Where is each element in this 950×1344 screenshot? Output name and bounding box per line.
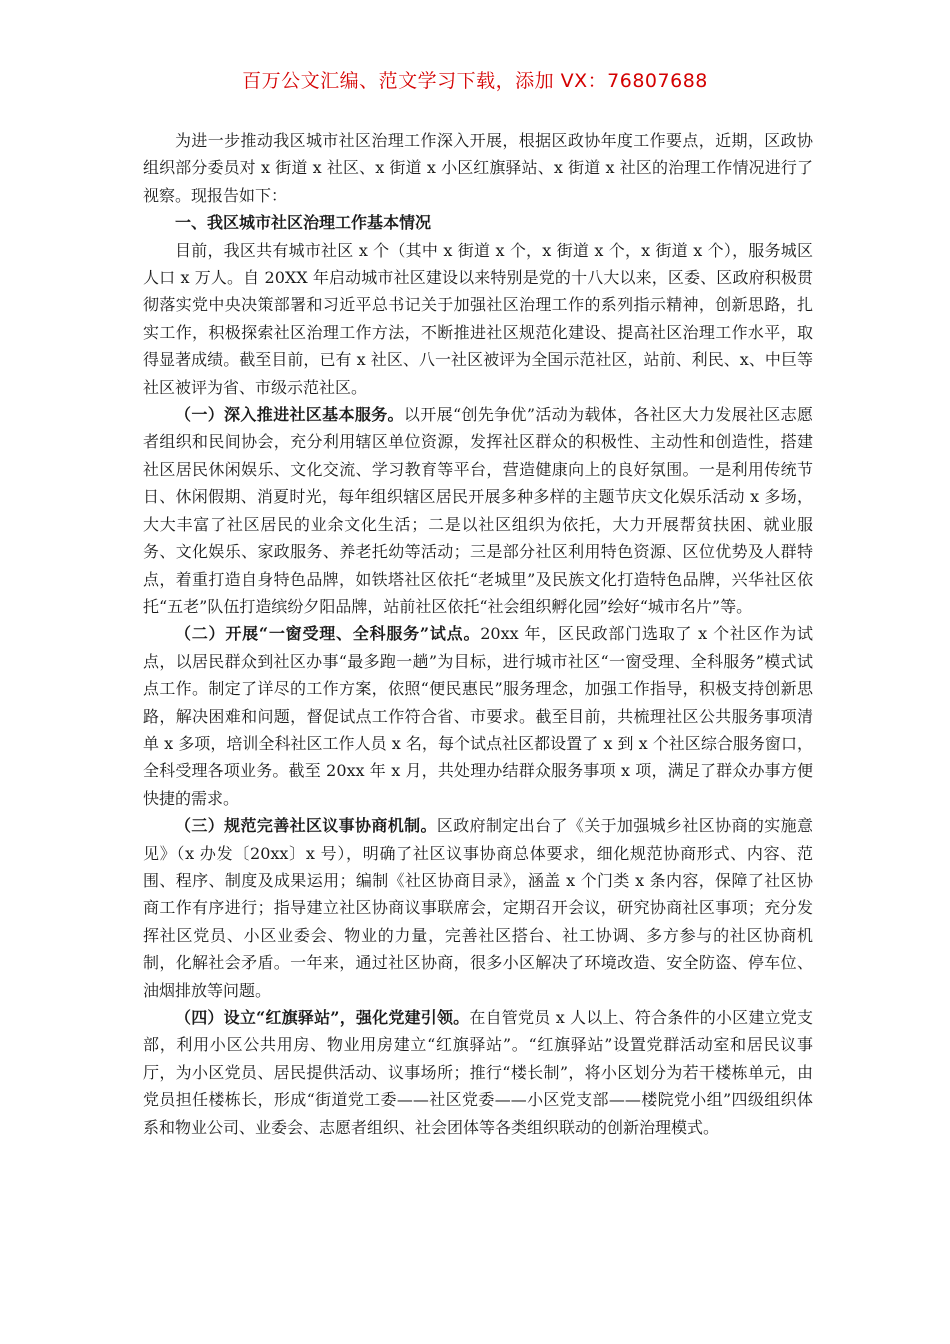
intro-paragraph: 为进一步推动我区城市社区治理工作深入开展，根据区政协年度工作要点，近期，区政协组织部分委员对 x 街道 x 社区、x 街道 x 小区红旗驿站、x 街道 x 社区的治理工作情况进行了视察。现报告如下： <box>143 131 813 205</box>
item-3-title: （三）规范完善社区议事协商机制。 <box>175 816 437 836</box>
item-4-body: 在自管党员 x 人以上、符合条件的小区建立党支部，利用小区公共用房、物业用房建立“红旗驿站”。“红旗驿站”设置党群活动室和居民议事厅，为小区党员、居民提供活动、议事场所；推行“楼长制”，将小区划分为若干楼栋单元，由党员担任楼栋长，形成“街道党工委——社区党委——小区党支部——楼院党小组”四级组织体系和物业公司、业委会、志愿者组织、社会团体等各类组织联动的创新治理模式。 <box>143 1008 813 1137</box>
document-body <box>143 127 813 1141</box>
item-2-title: （二）开展“一窗受理、全科服务”试点。 <box>175 624 481 644</box>
item-4-title: （四）设立“红旗驿站”，强化党建引领。 <box>175 1008 470 1027</box>
item-1-paragraph <box>143 401 813 620</box>
item-3-body: 区政府制定出台了《关于加强城乡社区协商的实施意见》（x 办发〔20xx〕x 号），明确了社区议事协商总体要求，细化规范协商形式、内容、范围、程序、制度及成果运用；编制《社区协商目录》，涵盖 x 个门类 x 条内容，保障了社区协商工作有序进行；指导建立社区协商议事联席会，定期召开会议，研究协商社区事项；充分发挥社区党员、小区业委会、物业的力量，完善社区搭台、社工协调、多方参与的社区协商机制，化解社会矛盾。一年来，通过社区协商，很多小区解决了环境改造、安全防盗、停车位、油烟排放等问题。 <box>143 816 813 1000</box>
header-banner: 百万公文汇编、范文学习下载，添加 VX：76807688 <box>242 70 708 92</box>
item-4-paragraph <box>143 1004 813 1141</box>
item-3-paragraph <box>143 812 813 1004</box>
item-2-body: 20xx 年，区民政部门选取了 x 个社区作为试点，以居民群众到社区办事“最多跑一趟”为目标，进行城市社区“一窗受理、全科服务”模式试点工作。制定了详尽的工作方案，依照“便民惠民”服务理念，加强工作指导，积极支持创新思路，解决困难和问题，督促试点工作符合省、市要求。截至目前，共梳理社区公共服务事项清单 x 多项，培训全科社区工作人员 x 名，每个试点社区都设置了 x 到 x 个社区综合服务窗口，全科受理各项业务。截至 20xx 年 x 月，共处理办结群众服务事项 x 项，满足了群众办事方便快捷的需求。 <box>143 624 813 808</box>
section-heading-1: 一、我区城市社区治理工作基本情况 <box>175 213 432 233</box>
item-2-paragraph <box>143 620 813 812</box>
item-1-title: （一）深入推进社区基本服务。 <box>175 405 404 425</box>
section-1-paragraph: 目前，我区共有城市社区 x 个（其中 x 街道 x 个，x 街道 x 个，x 街道 x 个），服务城区人口 x 万人。自 20XX 年启动城市社区建设以来特别是党的十八大以来，区委、区政府积极贯彻落实党中央决策部署和习近平总书记关于加强社区治理工作的系列指示精神，创新思路，扎实工作，积极探索社区治理工作方法，不断推进社区规范化建设、提高社区治理工作水平，取得显著成绩。截至目前，已有 x 社区、八一社区被评为全国示范社区，站前、利民、x、中巨等社区被评为省、市级示范社区。 <box>143 240 813 397</box>
item-1-body: 以开展“创先争优”活动为载体，各社区大力发展社区志愿者组织和民间协会，充分利用辖区单位资源，发挥社区群众的积极性、主动性和创造性，搭建社区居民休闲娱乐、文化交流、学习教育等平台，营造健康向上的良好氛围。一是利用传统节日、休闲假期、消夏时光，每年组织辖区居民开展多种多样的主题节庆文化娱乐活动 x 多场，大大丰富了社区居民的业余文化生活；二是以社区组织为依托，大力开展帮贫扶困、就业服务、文化娱乐、家政服务、养老托幼等活动；三是部分社区利用特色资源、区位优势及人群特点，着重打造自身特色品牌，如铁塔社区依托“老城里”及民族文化打造特色品牌，兴华社区依托“五老”队伍打造缤纷夕阳品牌，站前社区依托“社会组织孵化园”绘好“城市名片”等。 <box>143 405 813 616</box>
